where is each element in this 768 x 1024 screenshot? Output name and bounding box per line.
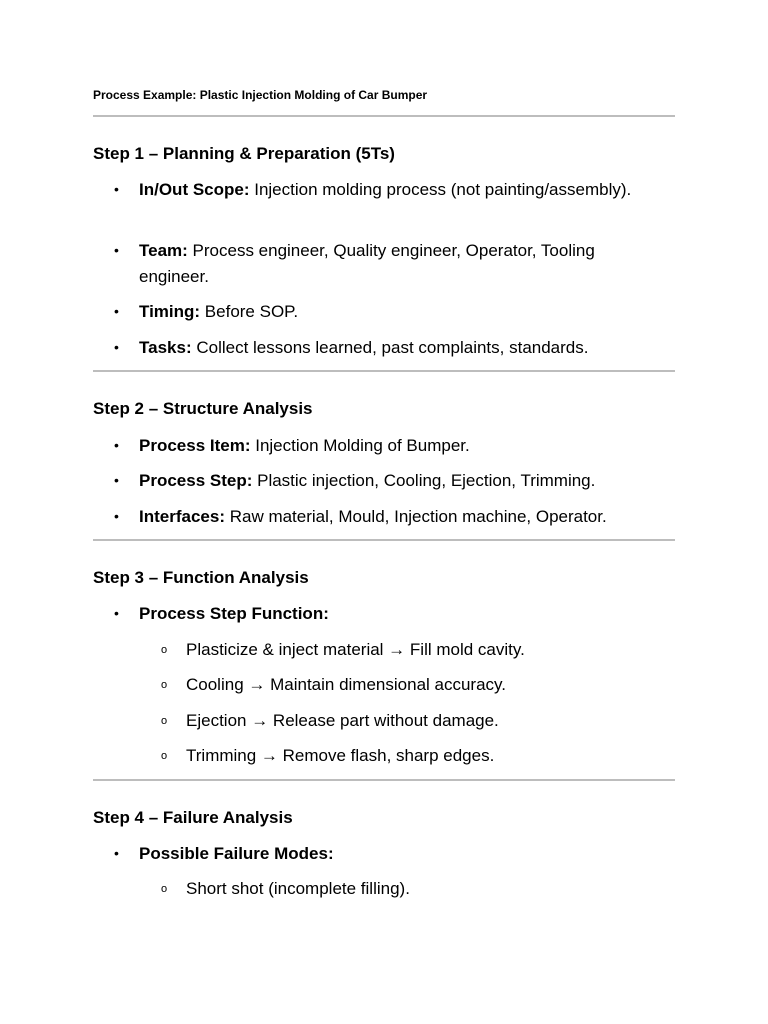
item-label: Process Step Function: [139, 604, 329, 623]
item-label: Possible Failure Modes: [139, 844, 334, 863]
item-label: In/Out Scope: [139, 180, 250, 199]
sub-item-text: Cooling → Maintain dimensional accuracy. [186, 675, 507, 694]
bullet-icon: • [114, 339, 119, 355]
step-4-heading: Step 4 – Failure Analysis [93, 808, 293, 827]
item-text: Injection molding process (not painting/assembly). [249, 180, 632, 199]
step-1-heading: Step 1 – Planning & Preparation (5Ts) [93, 144, 395, 163]
document-title: Process Example: Plastic Injection Molding of Car Bumper [93, 88, 428, 102]
circle-bullet-icon: o [161, 883, 168, 895]
circle-bullet-icon: o [161, 715, 168, 727]
item-text: Plastic injection, Cooling, Ejection, Trimming. [252, 471, 596, 490]
bullet-icon: • [114, 508, 119, 524]
bullet-icon: • [114, 303, 119, 319]
bullet-icon: • [114, 472, 119, 488]
step-3-heading: Step 3 – Function Analysis [93, 568, 309, 587]
circle-bullet-icon: o [161, 679, 168, 691]
bullet-icon: • [114, 605, 119, 621]
circle-bullet-icon: o [161, 750, 168, 762]
item-text: Injection Molding of Bumper. [250, 436, 470, 455]
section-divider [93, 779, 675, 781]
item-label: Team: [139, 241, 188, 260]
circle-bullet-icon: o [161, 644, 168, 656]
bullet-icon: • [114, 437, 119, 453]
item-text: Process engineer, Quality engineer, Operator, Tooling engineer. [139, 241, 595, 286]
sub-item-text: Plasticize & inject material → Fill mold cavity. [186, 640, 525, 659]
sub-item-text: Ejection → Release part without damage. [186, 711, 499, 730]
item-text: Before SOP. [200, 302, 299, 321]
item-label: Process Item: [139, 436, 251, 455]
section-divider [93, 370, 675, 372]
sub-item-text: Short shot (incomplete filling). [186, 879, 410, 898]
bullet-icon: • [114, 242, 119, 258]
section-divider [93, 115, 675, 117]
sub-item-text: Trimming → Remove flash, sharp edges. [186, 746, 495, 765]
bullet-icon: • [114, 845, 119, 861]
item-text: Raw material, Mould, Injection machine, Operator. [224, 507, 607, 526]
section-divider [93, 539, 675, 541]
item-label: Process Step: [139, 471, 253, 490]
item-label: Timing: [139, 302, 201, 321]
bullet-icon: • [114, 181, 119, 197]
item-text: Collect lessons learned, past complaints, standards. [191, 338, 589, 357]
step-2-heading: Step 2 – Structure Analysis [93, 399, 313, 418]
item-label: Tasks: [139, 338, 192, 357]
item-label: Interfaces: [139, 507, 225, 526]
